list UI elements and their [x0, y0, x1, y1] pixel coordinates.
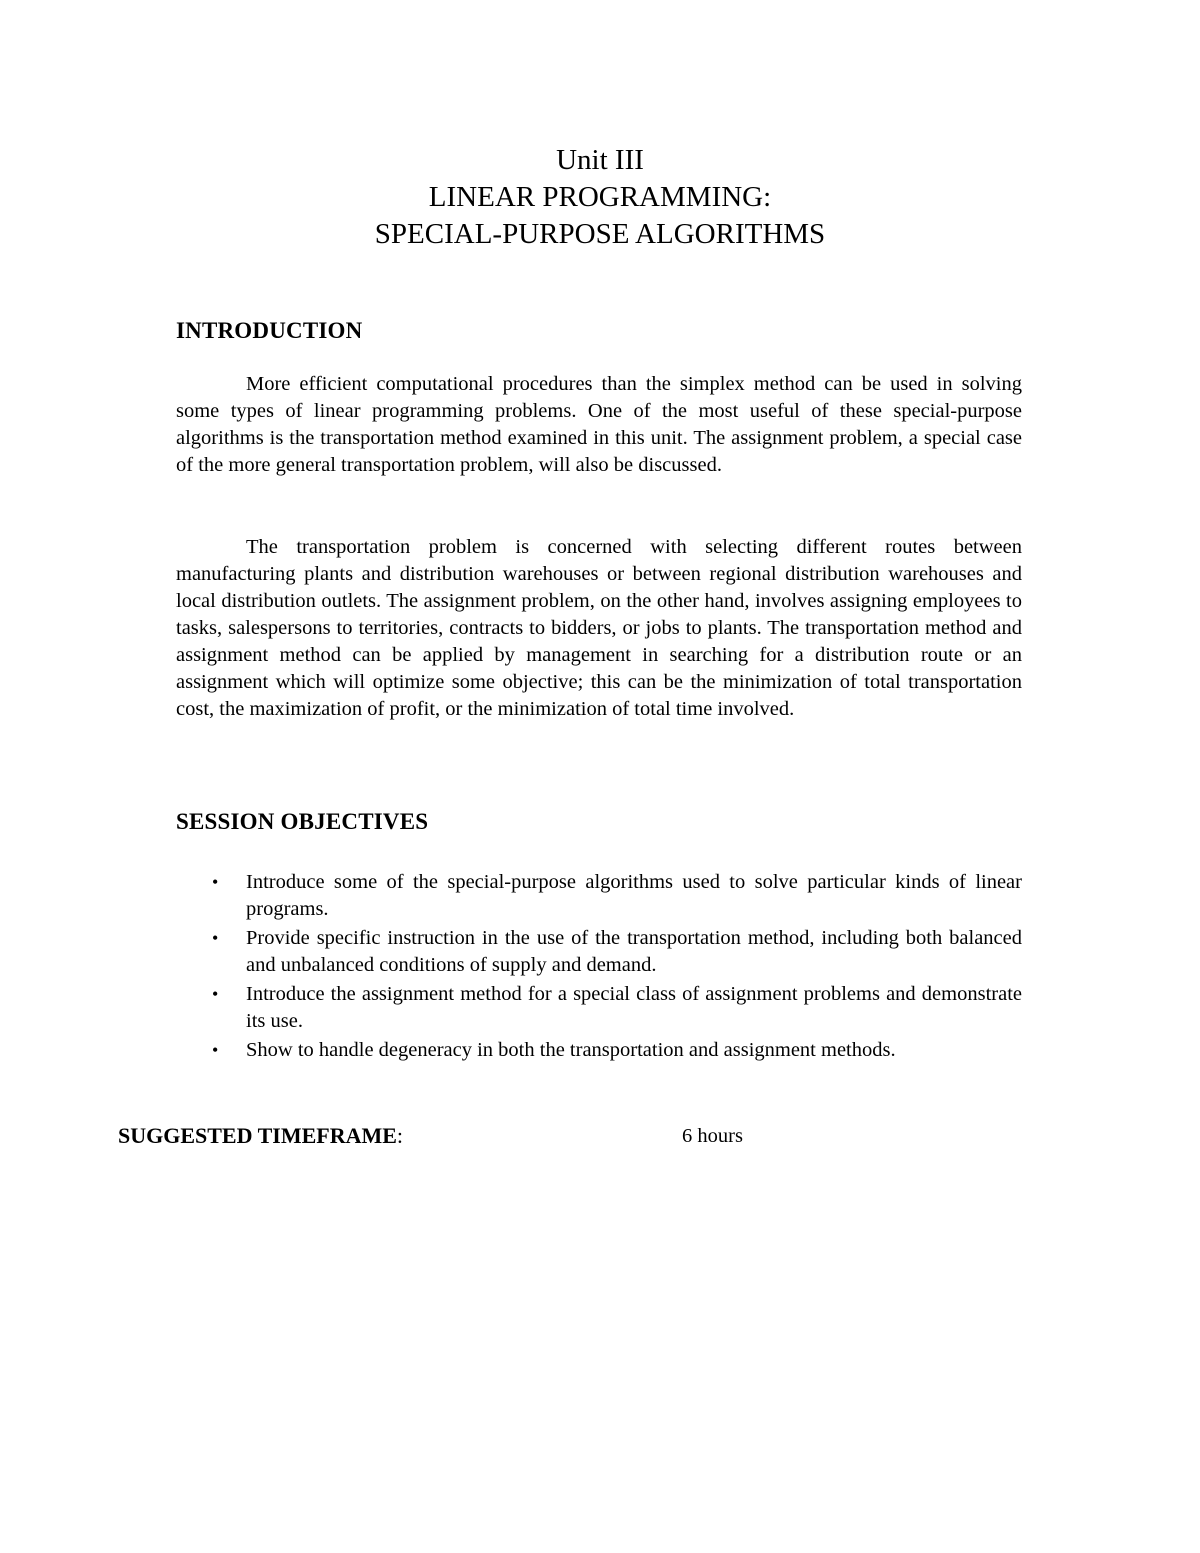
timeframe-colon: :: [396, 1123, 404, 1148]
paragraph-text: The transportation problem is concerned with selecting different routes between manufacturing plants and distribution warehouses or between regional distribution warehouses and local distribution outlets. The assignment problem, on the other hand, involves assigning employees to tasks, salespersons to territories, contracts to bidders, or jobs to plants. The transportation method and assignment method can be applied by management in searching for a distribution route or an assignment which will optimize some objective; this can be the minimization of total transportation cost, the maximization of profit, or the minimization of total time involved.: [176, 536, 1022, 720]
timeframe-label: SUGGESTED TIMEFRAME: [118, 1123, 397, 1148]
bullet-icon: •: [212, 1040, 219, 1060]
list-item-text: Introduce some of the special-purpose algorithms used to solve particular kinds of linear programs.: [246, 871, 1022, 920]
title-block: [0, 142, 1200, 253]
introduction-paragraph-2: [176, 534, 1022, 723]
session-objectives-heading: SESSION OBJECTIVES: [176, 809, 429, 834]
introduction-paragraph-1: [176, 371, 1022, 479]
list-item-text: Introduce the assignment method for a special class of assignment problems and demonstrate its use.: [246, 983, 1022, 1032]
bullet-icon: •: [212, 872, 219, 892]
sub-title: SPECIAL-PURPOSE ALGORITHMS: [374, 218, 826, 250]
main-title: LINEAR PROGRAMMING:: [428, 181, 772, 213]
list-item: [176, 925, 1022, 979]
list-item-text: Show to handle degeneracy in both the transportation and assignment methods.: [246, 1039, 896, 1061]
introduction-heading: INTRODUCTION: [176, 318, 363, 343]
list-item: [176, 869, 1022, 923]
paragraph-text: More efficient computational procedures than the simplex method can be used in solving some types of linear programming problems. One of the most useful of these special-purpose algorithms is the transportation method examined in this unit. The assignment problem, a special case of the more general transportation problem, will also be discussed.: [176, 373, 1022, 476]
objectives-list: [176, 869, 1022, 1066]
list-item: [176, 981, 1022, 1035]
list-item-text: Provide specific instruction in the use of the transportation method, including both balanced and unbalanced conditions of supply and demand.: [246, 927, 1022, 976]
suggested-timeframe: [118, 1122, 818, 1150]
bullet-icon: •: [212, 928, 219, 948]
timeframe-value: 6 hours: [682, 1125, 743, 1147]
unit-title: Unit III: [556, 144, 644, 176]
bullet-icon: •: [212, 984, 219, 1004]
list-item: [176, 1037, 1022, 1064]
